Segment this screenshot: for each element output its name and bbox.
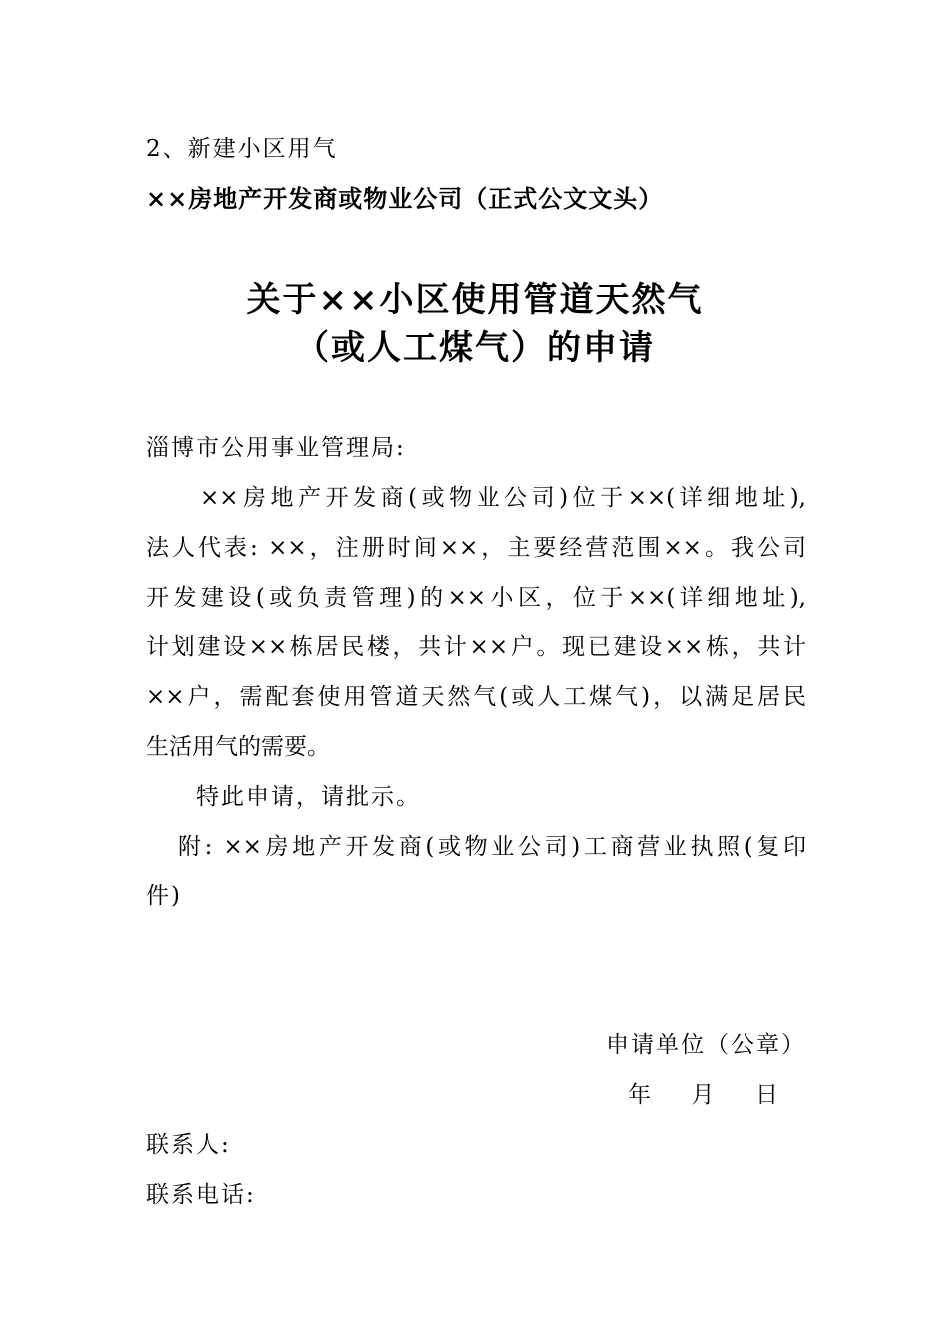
body-paragraph-line: ××户，需配套使用管道天然气(或人工煤气)，以满足居民 — [146, 684, 806, 710]
body-paragraph-line: ××房地产开发商(或物业公司)位于××(详细地址), — [200, 485, 806, 511]
salutation: 淄博市公用事业管理局: — [146, 435, 406, 461]
attachment-note-line-1: 附: ××房地产开发商(或物业公司)工商营业执照(复印 — [178, 834, 806, 860]
contact-phone-label: 联系电话: — [146, 1182, 256, 1208]
date-month-label: 月 — [691, 1082, 715, 1108]
section-label: 2、新建小区用气 — [146, 136, 338, 162]
contact-person-label: 联系人: — [146, 1132, 231, 1158]
letterhead: ××房地产开发商或物业公司（正式公文文头） — [146, 184, 664, 213]
document-title-line-1: 关于××小区使用管道天然气 — [246, 280, 704, 320]
date-day-label: 日 — [755, 1082, 778, 1108]
applicant-unit-seal: 申请单位（公章） — [606, 1032, 806, 1058]
body-paragraph-line: 计划建设××栋居民楼，共计××户。现已建设××栋，共计 — [146, 634, 806, 660]
document-title-line-2: （或人工煤气）的申请 — [295, 328, 655, 368]
body-paragraph-line: 开发建设(或负责管理)的××小区，位于××(详细地址), — [146, 585, 806, 611]
date-year-label: 年 — [628, 1082, 651, 1108]
attachment-note-line-2: 件) — [146, 883, 182, 909]
body-paragraph-line: 法人代表: ××，注册时间××，主要经营范围××。我公司 — [146, 535, 806, 561]
signature-date — [628, 1080, 778, 1110]
body-paragraph-line: 生活用气的需要。 — [146, 734, 330, 760]
closing-request: 特此申请，请批示。 — [196, 784, 421, 810]
